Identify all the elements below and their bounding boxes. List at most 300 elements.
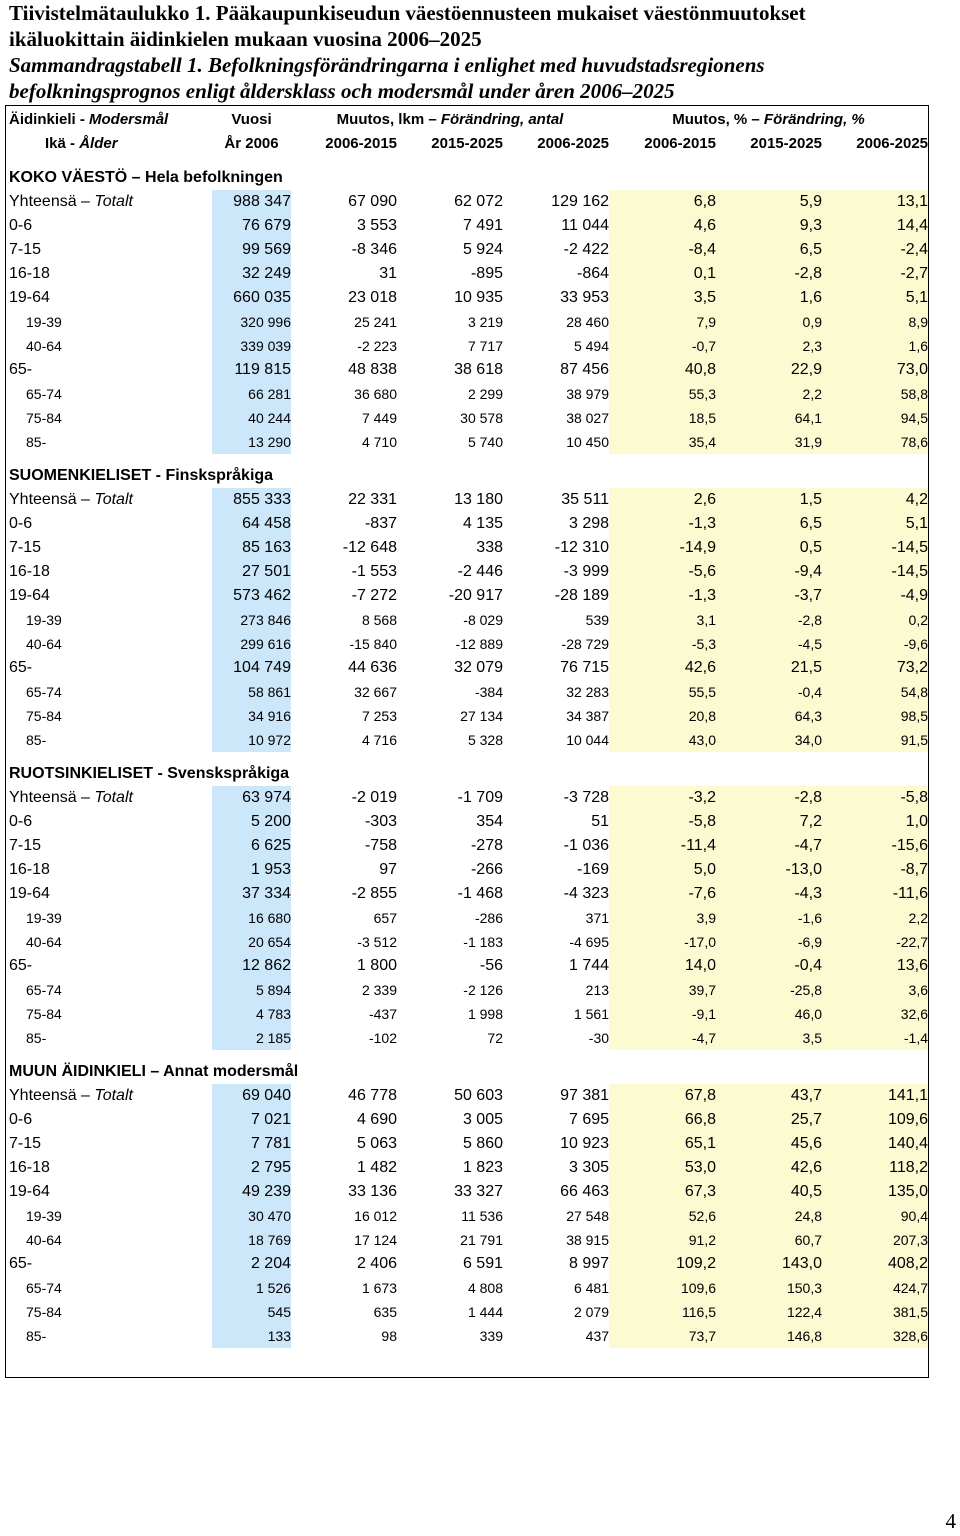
row-label: 16-18 bbox=[9, 265, 50, 282]
row-label: 7-15 bbox=[9, 837, 42, 854]
row-label: 0-6 bbox=[9, 217, 33, 234]
base-population-cell: 6 625 bbox=[212, 834, 291, 858]
percent-change-cell: 3,1 bbox=[609, 608, 716, 632]
count-change-cell: 4 716 bbox=[361, 732, 397, 748]
count-change-cell: -102 bbox=[368, 1030, 397, 1046]
header-base-year-fi: Vuosi bbox=[231, 111, 272, 128]
base-population-cell: 2 204 bbox=[212, 1252, 291, 1276]
percent-change-cell: -8,4 bbox=[609, 238, 716, 262]
base-population-cell: 133 bbox=[212, 1324, 291, 1348]
count-change-cell: -286 bbox=[474, 910, 503, 926]
percent-change-cell: -14,5 bbox=[822, 536, 928, 560]
percent-change-cell: 207,3 bbox=[822, 1228, 928, 1252]
base-population-cell: 13 290 bbox=[212, 430, 291, 454]
table-row bbox=[9, 954, 928, 978]
count-change-cell: -2 126 bbox=[463, 982, 503, 998]
count-change-cell: 76 715 bbox=[560, 659, 610, 676]
table-row bbox=[9, 1300, 928, 1324]
table-row bbox=[9, 704, 928, 728]
count-change-cell: 657 bbox=[373, 910, 397, 926]
table-row bbox=[9, 512, 928, 536]
table-row bbox=[9, 882, 928, 906]
base-population-cell: 20 654 bbox=[212, 930, 291, 954]
base-population-cell: 64 458 bbox=[212, 512, 291, 536]
count-change-cell: -2 855 bbox=[351, 885, 397, 902]
percent-change-cell: -6,9 bbox=[716, 930, 822, 954]
count-change-cell: 1 800 bbox=[356, 957, 397, 974]
percent-change-cell: 55,5 bbox=[609, 680, 716, 704]
percent-change-cell: 143,0 bbox=[716, 1252, 822, 1276]
percent-change-cell: -1,6 bbox=[716, 906, 822, 930]
header-year-range: 2006-2015 bbox=[325, 135, 397, 152]
percent-change-cell: -4,7 bbox=[716, 834, 822, 858]
percent-change-cell: -2,8 bbox=[716, 262, 822, 286]
row-label: 75-84 bbox=[26, 1304, 62, 1320]
count-change-cell: 338 bbox=[476, 539, 503, 556]
count-change-cell: 7 449 bbox=[361, 410, 397, 426]
count-change-cell: 437 bbox=[585, 1328, 610, 1344]
percent-change-cell: 39,7 bbox=[609, 978, 716, 1002]
count-change-cell: -1 183 bbox=[463, 934, 503, 950]
count-change-cell: 213 bbox=[585, 982, 610, 998]
percent-change-cell: 13,6 bbox=[822, 954, 928, 978]
table-row bbox=[9, 1252, 928, 1276]
row-label: 85- bbox=[26, 1030, 47, 1046]
count-change-cell: 8 997 bbox=[568, 1255, 610, 1272]
percent-change-cell: -5,8 bbox=[609, 810, 716, 834]
base-population-cell: 855 333 bbox=[212, 488, 291, 512]
count-change-cell: 5 494 bbox=[573, 338, 610, 354]
table-row bbox=[9, 1156, 928, 1180]
count-change-cell: -12 889 bbox=[455, 636, 503, 652]
count-change-cell: -2 446 bbox=[457, 563, 503, 580]
count-change-cell: 4 710 bbox=[361, 434, 397, 450]
count-change-cell: -169 bbox=[576, 861, 610, 878]
percent-change-cell: -14,9 bbox=[609, 536, 716, 560]
page-number: 4 bbox=[945, 1509, 956, 1533]
count-change-cell: 635 bbox=[373, 1304, 397, 1320]
count-change-cell: -28 189 bbox=[554, 587, 610, 604]
percent-change-cell: -9,6 bbox=[822, 632, 928, 656]
title-line-1: Tiivistelmätaulukko 1. Pääkaupunkiseudun väestöennusteen mukaiset väestönmuutokset bbox=[9, 1, 806, 25]
count-change-cell: 6 591 bbox=[462, 1255, 503, 1272]
base-population-cell: 32 249 bbox=[212, 262, 291, 286]
count-change-cell: 10 935 bbox=[454, 289, 503, 306]
table-row bbox=[9, 190, 928, 214]
row-label: 85- bbox=[26, 1328, 47, 1344]
percent-change-cell: 73,0 bbox=[822, 358, 928, 382]
percent-change-cell: 1,6 bbox=[822, 334, 928, 358]
section-header-row bbox=[9, 454, 928, 488]
base-population-cell: 660 035 bbox=[212, 286, 291, 310]
table-row bbox=[9, 214, 928, 238]
base-population-cell: 299 616 bbox=[212, 632, 291, 656]
percent-change-cell: 40,5 bbox=[716, 1180, 822, 1204]
count-change-cell: 3 219 bbox=[467, 314, 503, 330]
row-label: 7-15 bbox=[9, 241, 42, 258]
table-row bbox=[9, 728, 928, 752]
percent-change-cell: 43,0 bbox=[609, 728, 716, 752]
percent-change-cell: 20,8 bbox=[609, 704, 716, 728]
count-change-cell: 5 860 bbox=[462, 1135, 503, 1152]
base-population-cell: 4 783 bbox=[212, 1002, 291, 1026]
percent-change-cell: 5,1 bbox=[822, 512, 928, 536]
base-population-cell: 49 239 bbox=[212, 1180, 291, 1204]
percent-change-cell: 24,8 bbox=[716, 1204, 822, 1228]
percent-change-cell: 408,2 bbox=[822, 1252, 928, 1276]
count-change-cell: -303 bbox=[364, 813, 397, 830]
count-change-cell: 8 568 bbox=[361, 612, 397, 628]
table-row bbox=[9, 1228, 928, 1252]
count-change-cell: 33 327 bbox=[454, 1183, 503, 1200]
base-population-cell: 69 040 bbox=[212, 1084, 291, 1108]
count-change-cell: 87 456 bbox=[560, 361, 610, 378]
count-change-cell: 16 012 bbox=[354, 1208, 397, 1224]
row-label: 19-64 bbox=[9, 1183, 50, 1200]
count-change-cell: -8 346 bbox=[351, 241, 397, 258]
count-change-cell: 3 005 bbox=[462, 1111, 503, 1128]
base-population-cell: 12 862 bbox=[212, 954, 291, 978]
count-change-cell: 4 690 bbox=[356, 1111, 397, 1128]
count-change-cell: -895 bbox=[470, 265, 503, 282]
count-change-cell: 539 bbox=[585, 612, 610, 628]
count-change-cell: 4 135 bbox=[462, 515, 503, 532]
row-label: 75-84 bbox=[26, 708, 62, 724]
row-label: 19-64 bbox=[9, 289, 50, 306]
row-label: Yhteensä – Totalt bbox=[9, 1087, 133, 1104]
count-change-cell: 33 136 bbox=[348, 1183, 397, 1200]
table-row bbox=[9, 358, 928, 382]
base-population-cell: 76 679 bbox=[212, 214, 291, 238]
percent-change-cell: 1,0 bbox=[822, 810, 928, 834]
header-year-range: 2006-2025 bbox=[856, 135, 929, 152]
count-change-cell: -30 bbox=[588, 1030, 610, 1046]
percent-change-cell: 31,9 bbox=[716, 430, 822, 454]
base-population-cell: 988 347 bbox=[212, 190, 291, 214]
count-change-cell: 13 180 bbox=[454, 491, 503, 508]
percent-change-cell: 6,5 bbox=[716, 512, 822, 536]
percent-change-cell: 1,5 bbox=[716, 488, 822, 512]
row-label: 19-39 bbox=[26, 612, 62, 628]
count-change-cell: 51 bbox=[591, 813, 610, 830]
base-population-cell: 573 462 bbox=[212, 584, 291, 608]
percent-change-cell: 4,6 bbox=[609, 214, 716, 238]
percent-change-cell: -4,3 bbox=[716, 882, 822, 906]
percent-change-cell: -25,8 bbox=[716, 978, 822, 1002]
percent-change-cell: -4,9 bbox=[822, 584, 928, 608]
percent-change-cell: -2,7 bbox=[822, 262, 928, 286]
count-change-cell: 1 482 bbox=[356, 1159, 397, 1176]
row-label: 40-64 bbox=[26, 338, 62, 354]
percent-change-cell: 46,0 bbox=[716, 1002, 822, 1026]
table-row bbox=[9, 310, 928, 334]
count-change-cell: 3 298 bbox=[568, 515, 610, 532]
header-base-year-sv: År 2006 bbox=[224, 135, 279, 152]
row-label: 65-74 bbox=[26, 684, 62, 700]
percent-change-cell: 35,4 bbox=[609, 430, 716, 454]
count-change-cell: -12 648 bbox=[342, 539, 397, 556]
count-change-cell: 4 808 bbox=[467, 1280, 503, 1296]
table-row bbox=[9, 786, 928, 810]
count-change-cell: -2 019 bbox=[351, 789, 397, 806]
section-header-row bbox=[9, 1050, 928, 1084]
count-change-cell: 5 924 bbox=[462, 241, 503, 258]
row-label: 7-15 bbox=[9, 539, 42, 556]
percent-change-cell: -2,8 bbox=[716, 786, 822, 810]
count-change-cell: 1 823 bbox=[462, 1159, 503, 1176]
base-population-cell: 320 996 bbox=[212, 310, 291, 334]
percent-change-cell: 0,9 bbox=[716, 310, 822, 334]
percent-change-cell: 42,6 bbox=[609, 656, 716, 680]
document-title bbox=[9, 0, 954, 104]
row-label: 19-64 bbox=[9, 885, 50, 902]
row-label: 19-64 bbox=[9, 587, 50, 604]
count-change-cell: 22 331 bbox=[348, 491, 397, 508]
count-change-cell: 10 450 bbox=[566, 434, 610, 450]
count-change-cell: 62 072 bbox=[454, 193, 503, 210]
percent-change-cell: 60,7 bbox=[716, 1228, 822, 1252]
row-label: 65-74 bbox=[26, 386, 62, 402]
percent-change-cell: -5,8 bbox=[822, 786, 928, 810]
percent-change-cell: 67,3 bbox=[609, 1180, 716, 1204]
percent-change-cell: 94,5 bbox=[822, 406, 928, 430]
base-population-cell: 63 974 bbox=[212, 786, 291, 810]
table-row bbox=[9, 536, 928, 560]
percent-change-cell: 78,6 bbox=[822, 430, 928, 454]
header-change-percent: Muutos, % – Förändring, % bbox=[672, 111, 865, 128]
row-label: 0-6 bbox=[9, 1111, 33, 1128]
percent-change-cell: 328,6 bbox=[822, 1324, 928, 1348]
percent-change-cell: -4,5 bbox=[716, 632, 822, 656]
table-row bbox=[9, 1084, 928, 1108]
percent-change-cell: 122,4 bbox=[716, 1300, 822, 1324]
title-line-3: Sammandragstabell 1. Befolkningsförändringarna i enlighet med huvudstadsregionens bbox=[9, 53, 765, 77]
count-change-cell: -20 917 bbox=[448, 587, 503, 604]
section-title: MUUN ÄIDINKIELI – Annat modersmål bbox=[9, 1063, 299, 1080]
table-row bbox=[9, 608, 928, 632]
count-change-cell: 98 bbox=[381, 1328, 397, 1344]
percent-change-cell: 52,6 bbox=[609, 1204, 716, 1228]
percent-change-cell: 7,2 bbox=[716, 810, 822, 834]
count-change-cell: -837 bbox=[364, 515, 397, 532]
row-label: 40-64 bbox=[26, 934, 62, 950]
base-population-cell: 85 163 bbox=[212, 536, 291, 560]
percent-change-cell: 0,1 bbox=[609, 262, 716, 286]
base-population-cell: 104 749 bbox=[212, 656, 291, 680]
percent-change-cell: 73,2 bbox=[822, 656, 928, 680]
section-title: RUOTSINKIELISET - Svenskspråkiga bbox=[9, 765, 290, 782]
percent-change-cell: -2,4 bbox=[822, 238, 928, 262]
count-change-cell: -8 029 bbox=[463, 612, 503, 628]
row-label: 19-39 bbox=[26, 1208, 62, 1224]
population-change-table bbox=[9, 108, 928, 1348]
section-header-row bbox=[9, 752, 928, 786]
row-label: 65- bbox=[9, 361, 33, 378]
percent-change-cell: -14,5 bbox=[822, 560, 928, 584]
count-change-cell: -4 695 bbox=[569, 934, 610, 950]
row-label: 0-6 bbox=[9, 515, 33, 532]
count-change-cell: -278 bbox=[470, 837, 503, 854]
percent-change-cell: 14,0 bbox=[609, 954, 716, 978]
table-row bbox=[9, 1002, 928, 1026]
percent-change-cell: 42,6 bbox=[716, 1156, 822, 1180]
percent-change-cell: -1,3 bbox=[609, 584, 716, 608]
row-label: 65- bbox=[9, 957, 33, 974]
count-change-cell: 97 bbox=[379, 861, 397, 878]
count-change-cell: 32 283 bbox=[566, 684, 610, 700]
count-change-cell: -3 999 bbox=[563, 563, 610, 580]
percent-change-cell: -4,7 bbox=[609, 1026, 716, 1050]
count-change-cell: -1 036 bbox=[563, 837, 610, 854]
table-row bbox=[9, 834, 928, 858]
base-population-cell: 27 501 bbox=[212, 560, 291, 584]
percent-change-cell: 64,1 bbox=[716, 406, 822, 430]
percent-change-cell: 3,5 bbox=[716, 1026, 822, 1050]
base-population-cell: 99 569 bbox=[212, 238, 291, 262]
percent-change-cell: 65,1 bbox=[609, 1132, 716, 1156]
table-row bbox=[9, 858, 928, 882]
count-change-cell: 1 998 bbox=[467, 1006, 503, 1022]
percent-change-cell: 3,9 bbox=[609, 906, 716, 930]
count-change-cell: 1 561 bbox=[573, 1006, 610, 1022]
percent-change-cell: 9,3 bbox=[716, 214, 822, 238]
percent-change-cell: 6,8 bbox=[609, 190, 716, 214]
count-change-cell: -3 512 bbox=[357, 934, 397, 950]
percent-change-cell: 90,4 bbox=[822, 1204, 928, 1228]
count-change-cell: 67 090 bbox=[348, 193, 397, 210]
row-label: 16-18 bbox=[9, 861, 50, 878]
header-year-range: 2006-2015 bbox=[644, 135, 717, 152]
count-change-cell: 354 bbox=[476, 813, 503, 830]
count-change-cell: 33 953 bbox=[560, 289, 610, 306]
percent-change-cell: 6,5 bbox=[716, 238, 822, 262]
table-header bbox=[9, 108, 928, 156]
table-row bbox=[9, 1276, 928, 1300]
base-population-cell: 2 795 bbox=[212, 1156, 291, 1180]
percent-change-cell: 381,5 bbox=[822, 1300, 928, 1324]
count-change-cell: 1 673 bbox=[361, 1280, 397, 1296]
count-change-cell: 46 778 bbox=[348, 1087, 397, 1104]
base-population-cell: 37 334 bbox=[212, 882, 291, 906]
table-row bbox=[9, 262, 928, 286]
count-change-cell: 48 838 bbox=[348, 361, 397, 378]
row-label: 40-64 bbox=[26, 636, 62, 652]
count-change-cell: -12 310 bbox=[554, 539, 610, 556]
title-line-2: ikäluokittain äidinkielen mukaan vuosina 2006–2025 bbox=[9, 27, 482, 51]
percent-change-cell: 8,9 bbox=[822, 310, 928, 334]
percent-change-cell: 67,8 bbox=[609, 1084, 716, 1108]
base-population-cell: 119 815 bbox=[212, 358, 291, 382]
percent-change-cell: 140,4 bbox=[822, 1132, 928, 1156]
percent-change-cell: 135,0 bbox=[822, 1180, 928, 1204]
count-change-cell: 36 680 bbox=[354, 386, 397, 402]
percent-change-cell: 13,1 bbox=[822, 190, 928, 214]
percent-change-cell: 109,6 bbox=[822, 1108, 928, 1132]
base-population-cell: 5 200 bbox=[212, 810, 291, 834]
percent-change-cell: -13,0 bbox=[716, 858, 822, 882]
count-change-cell: 32 667 bbox=[354, 684, 397, 700]
table-row bbox=[9, 1108, 928, 1132]
count-change-cell: 38 915 bbox=[566, 1232, 610, 1248]
percent-change-cell: -2,8 bbox=[716, 608, 822, 632]
table-row bbox=[9, 334, 928, 358]
percent-change-cell: 118,2 bbox=[822, 1156, 928, 1180]
count-change-cell: 44 636 bbox=[348, 659, 397, 676]
percent-change-cell: 109,6 bbox=[609, 1276, 716, 1300]
count-change-cell: -2 422 bbox=[563, 241, 610, 258]
count-change-cell: -758 bbox=[364, 837, 397, 854]
table-row bbox=[9, 1180, 928, 1204]
count-change-cell: 34 387 bbox=[566, 708, 610, 724]
header-change-count: Muutos, lkm – Förändring, antal bbox=[336, 111, 564, 128]
count-change-cell: -15 840 bbox=[349, 636, 397, 652]
percent-change-cell: 14,4 bbox=[822, 214, 928, 238]
percent-change-cell: -1,3 bbox=[609, 512, 716, 536]
base-population-cell: 18 769 bbox=[212, 1228, 291, 1252]
count-change-cell: 6 481 bbox=[573, 1280, 610, 1296]
count-change-cell: 32 079 bbox=[454, 659, 503, 676]
table-row bbox=[9, 930, 928, 954]
row-label: 65- bbox=[9, 1255, 33, 1272]
row-label: 19-39 bbox=[26, 910, 62, 926]
percent-change-cell: 25,7 bbox=[716, 1108, 822, 1132]
percent-change-cell: 34,0 bbox=[716, 728, 822, 752]
count-change-cell: 7 253 bbox=[361, 708, 397, 724]
percent-change-cell: 18,5 bbox=[609, 406, 716, 430]
count-change-cell: -437 bbox=[368, 1006, 397, 1022]
count-change-cell: 2 339 bbox=[361, 982, 397, 998]
count-change-cell: -1 553 bbox=[351, 563, 397, 580]
header-year-range: 2006-2025 bbox=[537, 135, 610, 152]
percent-change-cell: 2,3 bbox=[716, 334, 822, 358]
percent-change-cell: 1,6 bbox=[716, 286, 822, 310]
percent-change-cell: 2,6 bbox=[609, 488, 716, 512]
count-change-cell: 371 bbox=[585, 910, 610, 926]
percent-change-cell: -1,4 bbox=[822, 1026, 928, 1050]
count-change-cell: 1 444 bbox=[467, 1304, 503, 1320]
row-label: 75-84 bbox=[26, 410, 62, 426]
table-row bbox=[9, 382, 928, 406]
header-year-range: 2015-2025 bbox=[750, 135, 823, 152]
table-row bbox=[9, 810, 928, 834]
table-row bbox=[9, 1026, 928, 1050]
percent-change-cell: -15,6 bbox=[822, 834, 928, 858]
count-change-cell: 31 bbox=[379, 265, 397, 282]
percent-change-cell: 55,3 bbox=[609, 382, 716, 406]
base-population-cell: 7 021 bbox=[212, 1108, 291, 1132]
count-change-cell: -1 468 bbox=[457, 885, 503, 902]
percent-change-cell: -11,6 bbox=[822, 882, 928, 906]
count-change-cell: 66 463 bbox=[560, 1183, 610, 1200]
table-row bbox=[9, 632, 928, 656]
base-population-cell: 40 244 bbox=[212, 406, 291, 430]
count-change-cell: 11 044 bbox=[561, 217, 610, 234]
percent-change-cell: 2,2 bbox=[822, 906, 928, 930]
base-population-cell: 339 039 bbox=[212, 334, 291, 358]
table-row bbox=[9, 1204, 928, 1228]
percent-change-cell: -17,0 bbox=[609, 930, 716, 954]
percent-change-cell: 43,7 bbox=[716, 1084, 822, 1108]
percent-change-cell: 66,8 bbox=[609, 1108, 716, 1132]
table-row bbox=[9, 680, 928, 704]
count-change-cell: 2 079 bbox=[573, 1304, 610, 1320]
count-change-cell: 10 923 bbox=[560, 1135, 610, 1152]
percent-change-cell: 0,2 bbox=[822, 608, 928, 632]
count-change-cell: -1 709 bbox=[457, 789, 503, 806]
percent-change-cell: -5,6 bbox=[609, 560, 716, 584]
count-change-cell: 3 305 bbox=[568, 1159, 610, 1176]
count-change-cell: 38 618 bbox=[454, 361, 503, 378]
